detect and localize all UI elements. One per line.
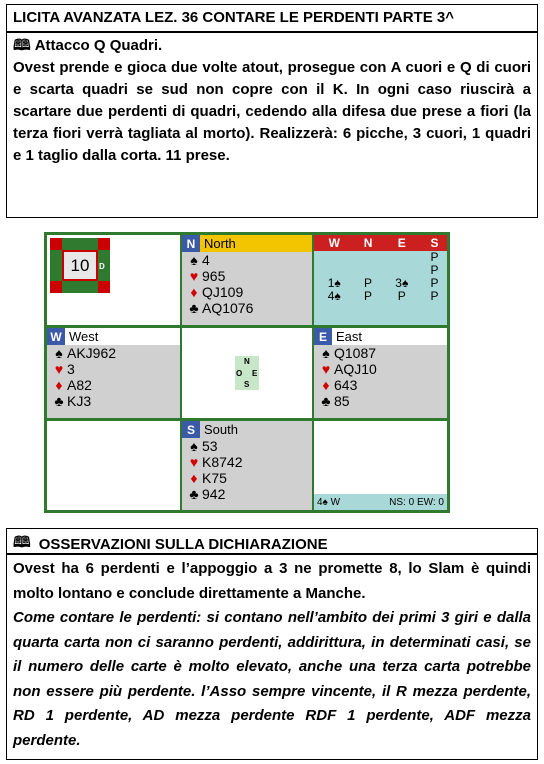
- east-diamonds: ♦ 643: [314, 377, 447, 393]
- spade-icon: ♠: [190, 438, 198, 454]
- auction-header-e: E: [397, 236, 406, 250]
- north-diamonds: ♦ QJ109: [182, 284, 312, 300]
- club-icon: ♣: [321, 393, 331, 409]
- east-clubs: ♣ 85: [314, 393, 447, 409]
- north-seat-tag: N: [182, 235, 200, 252]
- auction-row: 4♠ P P P: [327, 289, 439, 303]
- west-spades: ♠ AKJ962: [47, 345, 180, 361]
- score-text: NS: 0 EW: 0: [389, 496, 444, 508]
- bridge-board: [44, 232, 450, 513]
- south-hearts: ♥ K8742: [182, 454, 312, 470]
- east-hearts: ♥ AQJ10: [314, 361, 447, 377]
- book-icon: 🕮: [13, 534, 31, 551]
- north-name: North: [200, 235, 312, 252]
- club-icon: ♣: [189, 486, 199, 502]
- heart-icon: ♥: [321, 361, 331, 377]
- club-icon: ♣: [54, 393, 64, 409]
- west-clubs: ♣ KJ3: [47, 393, 180, 409]
- east-hand: [314, 328, 447, 418]
- auction-header-s: S: [430, 236, 439, 250]
- lead-heading: [13, 35, 531, 57]
- east-name: East: [332, 328, 447, 345]
- observations-italic-text: Come contare le perdenti: si contano nell’ambito dei primi 3 giri e dalla quarta carta non ci saranno perdenti, addirittura, in determinati casi, se il numero delle carte è molto elevato, anche una terza carta potrebbe non essere più perdente. l’Asso sempre vincente, il R mezza perdente, RD 1 perdente, AD mezza perdente RDF 1 perdente, ADF mezza perdente.: [13, 609, 531, 749]
- spade-icon: ♠: [55, 345, 63, 361]
- south-spades: ♠ 53: [182, 438, 312, 454]
- diamond-icon: ♦: [322, 377, 330, 393]
- auction-row: P: [430, 250, 439, 264]
- club-icon: ♣: [189, 300, 199, 316]
- dealer-marker: D: [99, 262, 105, 271]
- status-cell: [314, 421, 447, 510]
- auction-header-n: N: [363, 236, 373, 250]
- auction-row: P: [430, 263, 439, 277]
- heart-icon: ♥: [189, 268, 199, 284]
- board-number-cell: [47, 235, 180, 325]
- south-name: South: [200, 421, 312, 438]
- south-diamonds: ♦ K75: [182, 470, 312, 486]
- board-number: 10: [64, 252, 96, 279]
- lead-paragraph: Ovest prende e gioca due volte atout, prosegue con A cuori e Q di cuori e scarta quadri se sud non copre con il K. In ogni caso riuscirà a scartare due perdenti di quadri, cedendo alla difesa due prese a fiori (la terza fiori verrà tagliata al morto). Realizzerà: 6 picche, 3 cuori, 1 quadri e 1 taglio dalla corta. 11 prese.: [13, 59, 531, 164]
- table-center: [182, 328, 312, 418]
- east-spades: ♠ Q1087: [314, 345, 447, 361]
- heart-icon: ♥: [54, 361, 64, 377]
- west-hand: [47, 328, 180, 418]
- contract-status: [314, 494, 447, 510]
- auction-row: 1♠ P 3♠ P: [327, 276, 439, 290]
- vulnerability-indicator: [50, 238, 110, 293]
- south-clubs: ♣ 942: [182, 486, 312, 502]
- diamond-icon: ♦: [190, 470, 198, 486]
- observations-body: [6, 554, 538, 760]
- north-spades: ♠ 4: [182, 252, 312, 268]
- book-icon: 🕮: [13, 37, 31, 54]
- lead-heading-text: Attacco Q Quadri.: [34, 37, 163, 54]
- west-diamonds: ♦ A82: [47, 377, 180, 393]
- observations-heading-text: OSSERVAZIONI SULLA DICHIARAZIONE: [38, 536, 328, 553]
- south-hand: [182, 421, 312, 510]
- contract-text: 4♠ W: [317, 496, 341, 508]
- north-hearts: ♥ 965: [182, 268, 312, 284]
- west-name: West: [65, 328, 180, 345]
- heart-icon: ♥: [189, 454, 199, 470]
- south-seat-tag: S: [182, 421, 200, 438]
- lesson-title-text: LICITA AVANZATA LEZ. 36 CONTARE LE PERDENTI PARTE 3^: [13, 9, 454, 26]
- lead-section: [6, 32, 538, 218]
- spade-icon: ♠: [190, 252, 198, 268]
- north-clubs: ♣ AQ1076: [182, 300, 312, 316]
- auction-header-w: W: [328, 236, 340, 250]
- diamond-icon: ♦: [55, 377, 63, 393]
- auction-box: [314, 235, 447, 325]
- west-seat-tag: W: [47, 328, 65, 345]
- auction-table: [314, 235, 447, 303]
- compass-icon: N O E S: [236, 357, 258, 389]
- east-seat-tag: E: [314, 328, 332, 345]
- lesson-title: [6, 4, 538, 32]
- observations-bold-text: Ovest ha 6 perdenti e l’appoggio a 3 ne promette 8, lo Slam è quindi molto lontano e conclude direttamente a Manche.: [13, 560, 531, 602]
- diamond-icon: ♦: [190, 284, 198, 300]
- west-hearts: ♥ 3: [47, 361, 180, 377]
- north-hand: [182, 235, 312, 325]
- empty-cell: [47, 421, 180, 510]
- observations-header: [6, 528, 538, 554]
- spade-icon: ♠: [322, 345, 330, 361]
